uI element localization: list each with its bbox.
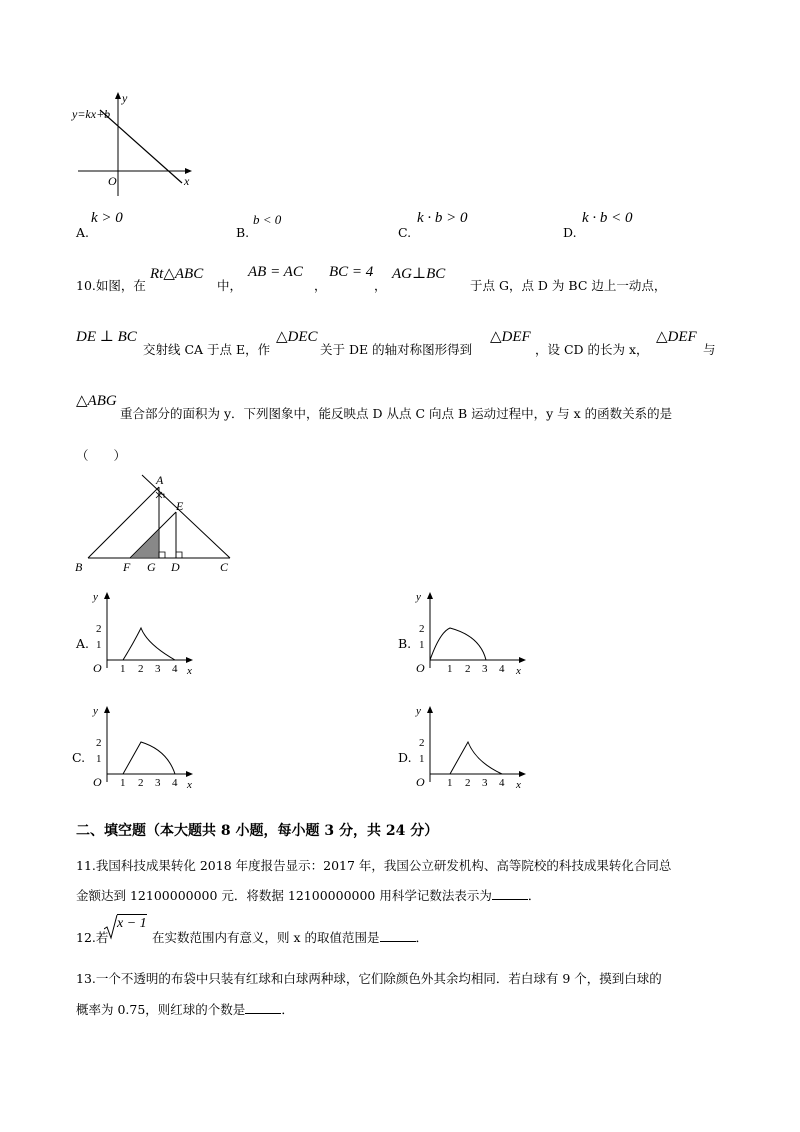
- graph-tick: 4: [172, 663, 178, 675]
- graph-tick: 3: [482, 777, 488, 789]
- q10-text: 重合部分的面积为 y．下列图象中，能反映点 D 从点 C 向点 B 运动过程中，y 与 x 的函数关系的是: [120, 406, 673, 421]
- q13-end: ．: [281, 1002, 294, 1017]
- q10-math: AG⊥BC: [392, 266, 446, 282]
- q9-option-b-letter: B.: [236, 225, 250, 240]
- q10-label-g: G: [147, 560, 156, 574]
- graph-tick: 3: [155, 663, 161, 675]
- q11-answer-blank[interactable]: [492, 887, 528, 900]
- q10-label-c: C: [220, 560, 229, 574]
- section-heading: 二、填空题（本大题共 8 小题，每小题 3 分，共 24 分）: [76, 823, 439, 839]
- q10-option-d-curve: [450, 742, 502, 774]
- graph-tick: 4: [499, 777, 505, 789]
- q10-triangle-figure: [70, 470, 245, 580]
- graph-tick: 1: [96, 639, 102, 651]
- q10-label-a: A: [156, 473, 164, 487]
- graph-tick: 2: [96, 737, 102, 749]
- graph-tick: 1: [419, 639, 425, 651]
- q12-text-post: [152, 928, 428, 946]
- q10-math: △ABG: [76, 393, 117, 409]
- q10-math: △DEF: [490, 329, 531, 345]
- q9-option-c-letter: C.: [398, 225, 412, 240]
- q10-text: 于点 G，点 D 为 BC 边上一动点，: [470, 278, 667, 293]
- graph-tick: 2: [419, 623, 425, 635]
- graph-origin: O: [416, 661, 425, 675]
- graph-tick: 2: [138, 663, 144, 675]
- graph-tick: 4: [172, 777, 178, 789]
- q13-line2: [76, 1000, 294, 1018]
- q10-option-d-letter: D.: [398, 750, 412, 765]
- q10-text: 关于 DE 的轴对称图形得到: [320, 342, 473, 357]
- graph-axis-x: x: [516, 779, 521, 791]
- q9-option-a-expr: k > 0: [91, 210, 123, 226]
- graph-tick: 1: [120, 777, 126, 789]
- q10-text: 中，: [217, 278, 243, 293]
- q13-line1: 13.一个不透明的布袋中只装有红球和白球两种球，它们除颜色外其余均相同．若白球有 9 个，摸到白球的: [76, 971, 662, 986]
- q9-line-graph: [70, 88, 200, 200]
- graph-tick: 1: [447, 663, 453, 675]
- q10-math: Rt△ABC: [150, 266, 204, 282]
- q9-axis-y: y: [122, 91, 128, 105]
- graph-tick: 1: [447, 777, 453, 789]
- graph-axis-y: y: [416, 705, 421, 717]
- graph-tick: 1: [96, 753, 102, 765]
- q10-option-a-letter: A.: [76, 636, 90, 651]
- q10-option-c-curve: [123, 742, 175, 774]
- q12-text: 在实数范围内有意义，则 x 的取值范围是: [152, 930, 380, 945]
- q10-math: AB = AC: [248, 264, 303, 280]
- graph-tick: 1: [120, 663, 126, 675]
- q10-answer-paren: （ ）: [76, 448, 127, 463]
- q11-line1: 11.我国科技成果转化 2018 年度报告显示：2017 年，我国公立研发机构、高等院校的科技成果转化合同总: [76, 858, 672, 873]
- graph-origin: O: [416, 775, 425, 789]
- q9-option-d-expr: k · b < 0: [582, 210, 633, 226]
- q12-text: 12.若: [76, 930, 109, 945]
- q10-option-b-curve: [430, 628, 486, 660]
- q10-text: ，设 CD 的长为 x，: [535, 342, 649, 357]
- q10-math: DE ⊥ BC: [76, 329, 137, 345]
- q13-text: 概率为 0.75，则红球的个数是: [76, 1002, 246, 1017]
- graph-tick: 2: [419, 737, 425, 749]
- graph-axis-x: x: [187, 779, 192, 791]
- graph-tick: 3: [482, 663, 488, 675]
- graph-tick: 2: [465, 663, 471, 675]
- q12-radicand: x − 1: [117, 916, 147, 931]
- graph-axis-y: y: [416, 591, 421, 603]
- q10-label-e: E: [176, 499, 184, 513]
- q10-text: 10.如图，在: [76, 278, 146, 293]
- q10-option-d-graph: [410, 702, 535, 794]
- graph-axis-x: x: [516, 665, 521, 677]
- graph-tick: 2: [96, 623, 102, 635]
- q9-option-b-expr: b < 0: [253, 212, 282, 227]
- q10-math: △DEF: [656, 329, 697, 345]
- q10-option-b-letter: B.: [398, 636, 412, 651]
- graph-tick: 4: [499, 663, 505, 675]
- q10-option-a-graph: [87, 588, 202, 680]
- q10-option-c-letter: C.: [72, 750, 86, 765]
- q10-label-f: F: [123, 560, 131, 574]
- graph-tick: 3: [155, 777, 161, 789]
- radical-sign-icon: [104, 914, 118, 940]
- q9-option-c-expr: k · b > 0: [417, 210, 468, 226]
- q9-graph-label: y=kx+b: [72, 107, 111, 121]
- q13-answer-blank[interactable]: [245, 1001, 281, 1014]
- q9-option-d-letter: D.: [563, 225, 577, 240]
- q10-text: ，: [314, 278, 327, 293]
- q10-label-b: B: [75, 560, 83, 574]
- q9-option-a-letter: A.: [76, 225, 90, 240]
- graph-tick: 1: [419, 753, 425, 765]
- q11-line2: [76, 886, 540, 904]
- q10-option-b-graph: [410, 588, 535, 680]
- graph-axis-x: x: [187, 665, 192, 677]
- q10-label-d: D: [171, 560, 180, 574]
- q9-origin: O: [108, 174, 117, 188]
- q10-text: 与: [703, 342, 716, 357]
- q10-option-a-curve: [123, 628, 175, 660]
- graph-origin: O: [93, 775, 102, 789]
- q11-text: 金额达到 12100000000 元．将数据 12100000000 用科学记数法表示为: [76, 888, 492, 903]
- q10-option-c-graph: [87, 702, 202, 794]
- q10-math: △DEC: [276, 329, 318, 345]
- graph-origin: O: [93, 661, 102, 675]
- q9-axis-x: x: [184, 174, 190, 188]
- q12-answer-blank[interactable]: [380, 929, 416, 942]
- graph-tick: 2: [138, 777, 144, 789]
- q12-end: ．: [415, 930, 429, 945]
- graph-axis-y: y: [93, 705, 98, 717]
- graph-tick: 2: [465, 777, 471, 789]
- q11-end: ．: [527, 888, 541, 903]
- q10-text: ，: [374, 278, 387, 293]
- graph-axis-y: y: [93, 591, 98, 603]
- q10-text: 交射线 CA 于点 E，作: [143, 342, 271, 357]
- q10-math: BC = 4: [329, 264, 374, 280]
